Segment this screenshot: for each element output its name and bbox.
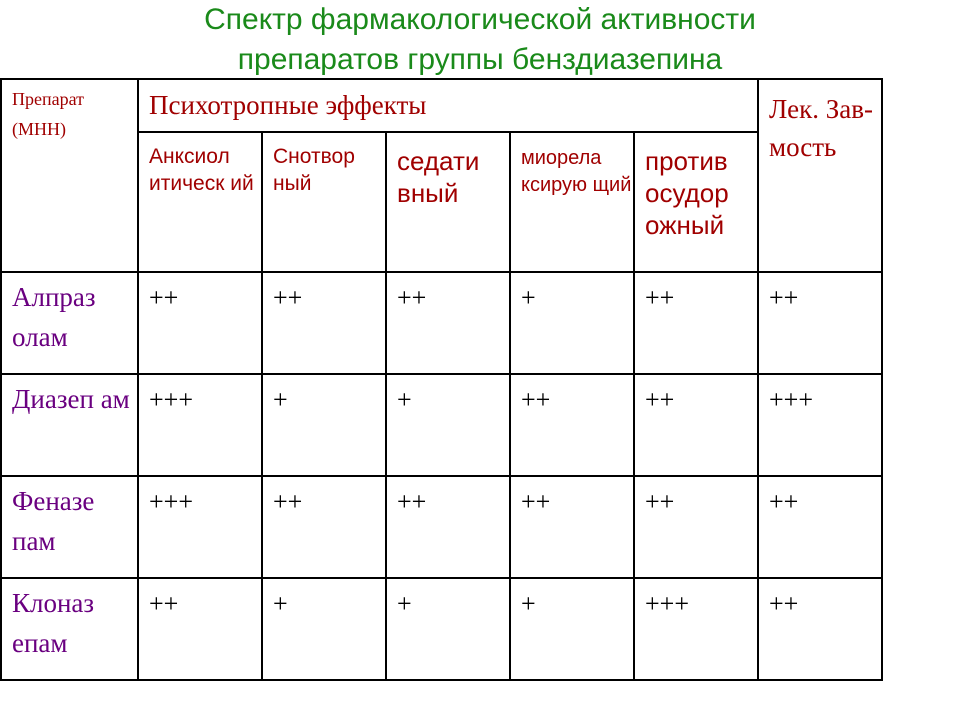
table-row (1, 476, 882, 578)
table-cell: ++ (138, 578, 262, 680)
table-cell: ++ (634, 374, 758, 476)
title-line-2: препаратов группы бенздиазепина (237, 43, 723, 76)
table-cell: ++ (510, 374, 634, 476)
table-cell: +++ (138, 476, 262, 578)
psychotropic-effects-header: Психотропные эффекты (138, 79, 758, 132)
table-cell: + (262, 578, 386, 680)
table-cell: ++ (634, 272, 758, 374)
table-cell: +++ (138, 374, 262, 476)
header-row-1 (1, 79, 882, 132)
table-cell: ++ (138, 272, 262, 374)
table-cell: +++ (758, 374, 882, 476)
table-cell: ++ (262, 476, 386, 578)
table-cell: + (510, 272, 634, 374)
table-cell: ++ (510, 476, 634, 578)
drug-name: Алпраз олам (1, 272, 138, 374)
table-cell: ++ (386, 272, 510, 374)
drug-name: Феназе пам (1, 476, 138, 578)
table-row (1, 272, 882, 374)
effect-header-hypnotic: Снотвор ный (262, 132, 386, 272)
table-row (1, 578, 882, 680)
table-cell: ++ (386, 476, 510, 578)
table-cell: ++ (758, 272, 882, 374)
effect-header-muscle-relaxant: миорела ксирую щий (510, 132, 634, 272)
effect-header-anxiolytic: Анксиол итическ ий (138, 132, 262, 272)
table-cell: ++ (634, 476, 758, 578)
table-cell: + (386, 374, 510, 476)
dependence-header: Лек. Зав-мость (758, 79, 882, 272)
table-cell: + (510, 578, 634, 680)
table-row (1, 374, 882, 476)
drug-name: Диазеп ам (1, 374, 138, 476)
title-line-1: Спектр фармакологической активности (204, 3, 756, 36)
table-cell: + (386, 578, 510, 680)
table-cell: ++ (758, 578, 882, 680)
benzodiazepine-activity-table (0, 78, 883, 681)
slide-title (0, 0, 960, 80)
effect-header-anticonvulsant: против осудор ожный (634, 132, 758, 272)
table-cell: +++ (634, 578, 758, 680)
drug-column-header: Препарат (МНН) (1, 79, 138, 272)
drug-name: Клоназ епам (1, 578, 138, 680)
table-cell: ++ (262, 272, 386, 374)
effect-header-sedative: седати вный (386, 132, 510, 272)
table-cell: ++ (758, 476, 882, 578)
table-cell: + (262, 374, 386, 476)
